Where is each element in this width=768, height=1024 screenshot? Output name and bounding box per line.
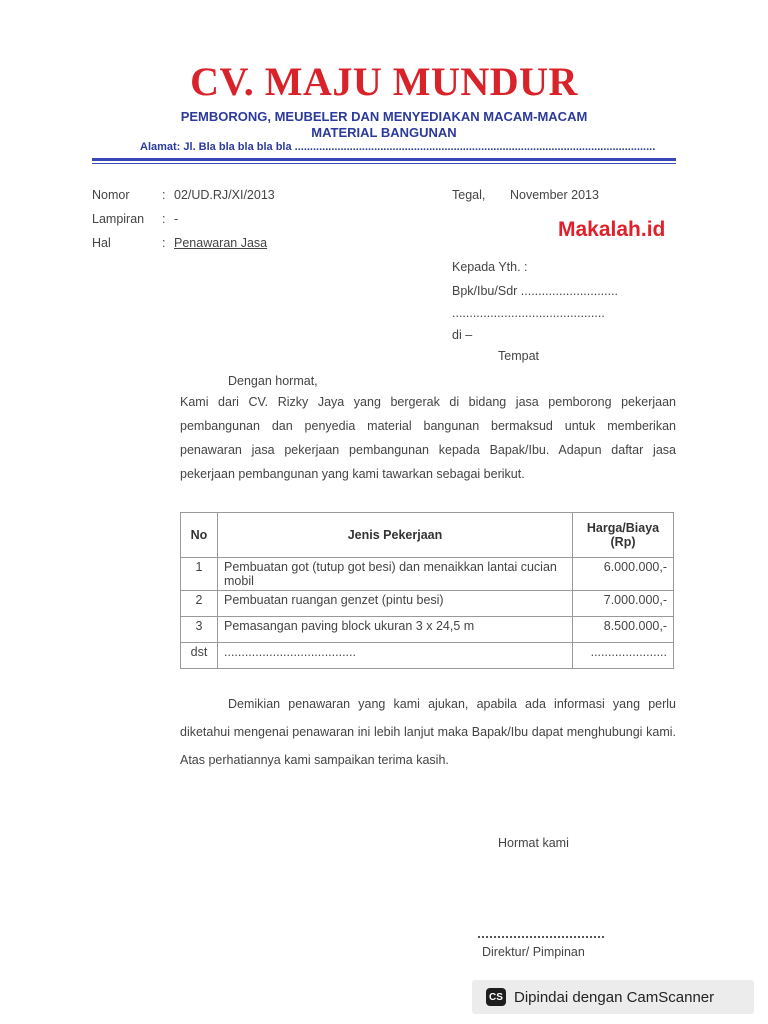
intro-paragraph-text: Kami dari CV. Rizky Jaya yang bergerak di bidang jasa pemborong pekerjaan pembangunan dan penyedia material bangunan bermaksud untuk memberikan penawaran jasa pekerjaan pembangunan kepada Bapak/Ibu. Adapun daftar jasa pekerjaan pembangunan yang kami tawarkan sebagai berikut.: [180, 395, 676, 481]
recipient-name: Bpk/Ibu/Sdr ............................: [452, 284, 619, 298]
date-place: Tegal,: [452, 188, 486, 202]
watermark-brand: Makalah.id: [558, 218, 666, 241]
row-no: 1: [181, 558, 218, 591]
intro-paragraph: [180, 390, 676, 486]
row-job: ......................................: [218, 643, 573, 669]
closing-paragraph: [180, 690, 676, 774]
recipient-tempat: Tempat: [498, 349, 539, 363]
company-tagline: [0, 109, 768, 141]
nomor-label: Nomor: [92, 188, 130, 202]
row-price: 6.000.000,-: [573, 558, 674, 591]
meta-hal: [92, 236, 422, 252]
camscanner-logo-icon: CS: [486, 988, 506, 1006]
table-header-row: [181, 513, 674, 558]
row-price: ......................: [573, 643, 674, 669]
letterhead-divider: [92, 158, 676, 161]
table-row: [181, 558, 674, 591]
row-no: 3: [181, 617, 218, 643]
tagline-line-2: MATERIAL BANGUNAN: [311, 125, 457, 140]
closing-paragraph-text: Demikian penawaran yang kami ajukan, apabila ada informasi yang perlu diketahui mengenai penawaran ini lebih lanjut maka Bapak/Ibu dapat menghubungi kami. Atas perhatiannya kami sampaikan terima kasih.: [180, 697, 676, 767]
table-row: [181, 591, 674, 617]
meta-lampiran: [92, 212, 422, 228]
header-price: [573, 513, 674, 558]
hal-value: Penawaran Jasa: [174, 236, 268, 250]
header-price-line2: (Rp): [610, 535, 636, 549]
recipient-kepada: Kepada Yth. :: [452, 260, 528, 274]
company-name: CV. MAJU MUNDUR: [190, 59, 578, 104]
date-month-year: November 2013: [510, 188, 599, 202]
row-no: dst: [181, 643, 218, 669]
signature-title: Direktur/ Pimpinan: [482, 945, 585, 959]
tagline-line-1: PEMBORONG, MEUBELER DAN MENYEDIAKAN MACAM-MACAM: [180, 109, 588, 124]
table-row: [181, 617, 674, 643]
nomor-colon: :: [162, 188, 166, 202]
meta-nomor: [92, 188, 422, 204]
row-price: 8.500.000,-: [573, 617, 674, 643]
greeting: Dengan hormat,: [228, 374, 318, 388]
job-price-table: [180, 512, 674, 669]
row-price: 7.000.000,-: [573, 591, 674, 617]
lampiran-label: Lampiran: [92, 212, 145, 226]
letterhead-divider-thin: [92, 163, 676, 164]
nomor-value: 02/UD.RJ/XI/2013: [174, 188, 275, 202]
hal-label: Hal: [92, 236, 111, 250]
lampiran-colon: :: [162, 212, 166, 226]
signature-line: [478, 936, 604, 938]
camscanner-badge: [472, 980, 754, 1014]
row-no: 2: [181, 591, 218, 617]
row-job: Pembuatan got (tutup got besi) dan menaikkan lantai cucian mobil: [218, 558, 573, 591]
lampiran-value: -: [174, 212, 179, 226]
camscanner-text: Dipindai dengan CamScanner: [514, 988, 715, 1006]
table-row: [181, 643, 674, 669]
signature-regards: Hormat kami: [498, 836, 569, 850]
hal-colon: :: [162, 236, 166, 250]
row-job: Pembuatan ruangan genzet (pintu besi): [218, 591, 573, 617]
company-address: Alamat: Jl. Bla bla bla bla bla ......................................................................................................................: [140, 141, 656, 153]
header-no: No: [181, 513, 218, 558]
recipient-blank: ............................................: [452, 306, 605, 320]
header-price-line1: Harga/Biaya: [586, 521, 660, 535]
row-job: Pemasangan paving block ukuran 3 x 24,5 m: [218, 617, 573, 643]
recipient-di: di –: [452, 328, 473, 342]
header-job: Jenis Pekerjaan: [218, 513, 573, 558]
